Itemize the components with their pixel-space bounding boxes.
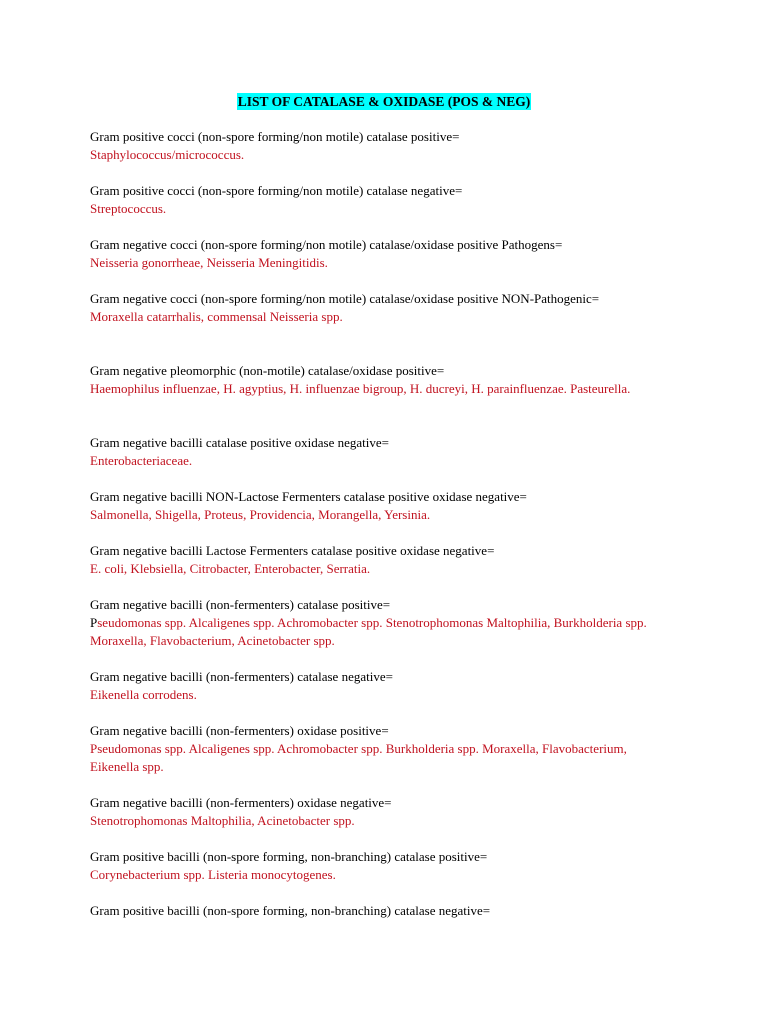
entry-gram-positive-bacilli-catalase-positive <box>90 848 670 884</box>
entry-question: Gram negative pleomorphic (non-motile) catalase/oxidase positive= <box>90 363 445 378</box>
entry-answer: Moraxella catarrhalis, commensal Neisseria spp. <box>90 309 343 324</box>
entry-question: Gram negative bacilli catalase positive oxidase negative= <box>90 435 389 450</box>
entry-question: Gram negative cocci (non-spore forming/non motile) catalase/oxidase positive Pathogens= <box>90 237 563 252</box>
entry-answer <box>90 614 670 650</box>
entry-gram-negative-bacilli-enterobacteriaceae <box>90 434 670 470</box>
entry-answer: Stenotrophomonas Maltophilia, Acinetobacter spp. <box>90 813 355 828</box>
entry-answer: Staphylococcus/micrococcus. <box>90 147 245 162</box>
entry-question: Gram positive bacilli (non-spore forming, non-branching) catalase negative= <box>90 903 491 918</box>
title-row <box>0 93 768 111</box>
entry-non-fermenters-oxidase-positive <box>90 722 670 776</box>
entry-gram-negative-pleomorphic <box>90 362 670 398</box>
entry-gram-positive-bacilli-catalase-negative <box>90 902 670 920</box>
entry-gram-negative-cocci-non-pathogenic <box>90 290 670 326</box>
entry-question: Gram positive cocci (non-spore forming/non motile) catalase negative= <box>90 183 463 198</box>
entry-question: Gram negative bacilli (non-fermenters) catalase positive= <box>90 597 391 612</box>
entry-non-lactose-fermenters <box>90 488 670 524</box>
entry-answer-rest: seudomonas spp. Alcaligenes spp. Achromobacter spp. Stenotrophomonas Maltophilia, Burkholderia spp. Moraxella, Flavobacterium, Acinetobacter spp. <box>90 615 647 648</box>
entry-gram-positive-cocci-catalase-positive <box>90 128 670 164</box>
entry-answer: Pseudomonas spp. Alcaligenes spp. Achromobacter spp. Burkholderia spp. Moraxella, Flavobacterium, Eikenella spp. <box>90 741 627 774</box>
entry-question: Gram positive cocci (non-spore forming/non motile) catalase positive= <box>90 129 460 144</box>
entry-lactose-fermenters <box>90 542 670 578</box>
entry-non-fermenters-catalase-negative <box>90 668 670 704</box>
entry-non-fermenters-catalase-positive <box>90 596 670 650</box>
entry-answer: Corynebacterium spp. Listeria monocytogenes. <box>90 867 336 882</box>
entry-answer: E. coli, Klebsiella, Citrobacter, Enterobacter, Serratia. <box>90 561 371 576</box>
entry-question: Gram negative bacilli Lactose Fermenters catalase positive oxidase negative= <box>90 543 495 558</box>
entry-non-fermenters-oxidase-negative <box>90 794 670 830</box>
entry-question: Gram negative bacilli (non-fermenters) oxidase negative= <box>90 795 392 810</box>
entry-question: Gram negative cocci (non-spore forming/non motile) catalase/oxidase positive NON-Pathogenic= <box>90 291 600 306</box>
entry-gram-positive-cocci-catalase-negative <box>90 182 670 218</box>
entry-answer: Neisseria gonorrheae, Neisseria Meningitidis. <box>90 255 328 270</box>
entry-answer-initial: P <box>90 615 98 630</box>
entry-question: Gram negative bacilli (non-fermenters) catalase negative= <box>90 669 393 684</box>
entry-answer: Eikenella corrodens. <box>90 687 197 702</box>
entry-question: Gram positive bacilli (non-spore forming, non-branching) catalase positive= <box>90 849 488 864</box>
entry-answer: Salmonella, Shigella, Proteus, Providencia, Morangella, Yersinia. <box>90 507 431 522</box>
entry-question: Gram negative bacilli NON-Lactose Fermenters catalase positive oxidase negative= <box>90 489 527 504</box>
document-title: LIST OF CATALASE & OXIDASE (POS & NEG) <box>237 94 531 109</box>
entry-answer: Haemophilus influenzae, H. agyptius, H. influenzae bigroup, H. ducreyi, H. parainfluenzae. Pasteurella. <box>90 381 631 396</box>
entry-answer: Enterobacteriaceae. <box>90 453 193 468</box>
entry-question: Gram negative bacilli (non-fermenters) oxidase positive= <box>90 723 389 738</box>
entry-gram-negative-cocci-pathogens <box>90 236 670 272</box>
entry-answer: Streptococcus. <box>90 201 167 216</box>
